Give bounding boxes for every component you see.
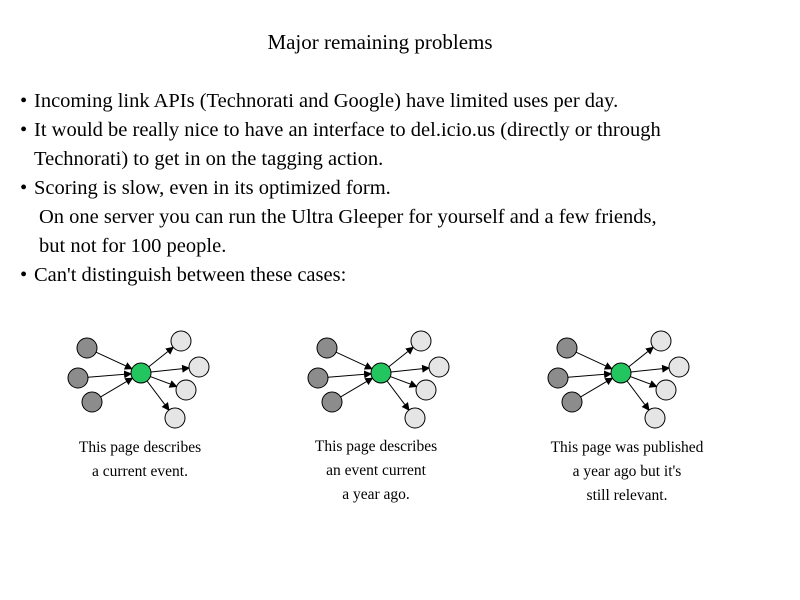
incoming-link-arrow [341, 378, 373, 397]
outgoing-link-arrow [391, 368, 429, 372]
outgoing-link-arrow [627, 381, 649, 410]
bullet-item-3 [20, 176, 391, 200]
outgoing-page-node [171, 331, 191, 351]
incoming-page-node [308, 368, 328, 388]
bullet-item-4 [20, 263, 346, 287]
incoming-page-node [562, 392, 582, 412]
caption-line: This page describes [78, 439, 202, 456]
bullet-continuation: On one server you can run the Ultra Gleeper for yourself and a few friends, [39, 206, 657, 228]
bullet-continuation: Technorati) to get in on the tagging action. [34, 148, 384, 170]
incoming-page-node [548, 368, 568, 388]
bullet-text: It would be really nice to have an interface to del.icio.us (directly or through [34, 119, 661, 141]
outgoing-link-arrow [630, 377, 656, 387]
incoming-link-arrow [96, 352, 132, 369]
link-graph-diagram-current-event [60, 322, 220, 437]
incoming-link-arrow [328, 374, 371, 377]
incoming-link-arrow [336, 352, 372, 369]
bullet-marker: • [20, 90, 28, 112]
outgoing-page-node [165, 408, 185, 428]
link-graph-diagram-event-year-ago [300, 322, 460, 437]
caption-current-event [40, 436, 240, 484]
bullet-text: Can't distinguish between these cases: [34, 264, 347, 286]
bullet-text: Scoring is slow, even in its optimized form. [34, 177, 391, 199]
outgoing-link-arrow [151, 368, 189, 372]
outgoing-link-arrow [389, 347, 413, 367]
incoming-page-node [322, 392, 342, 412]
target-page-node [131, 363, 151, 383]
outgoing-page-node [429, 357, 449, 377]
link-graph-diagram-still-relevant [540, 322, 700, 437]
outgoing-page-node [669, 357, 689, 377]
bullet-marker: • [20, 264, 28, 286]
caption-line: still relevant. [586, 487, 668, 504]
outgoing-link-arrow [387, 381, 409, 410]
bullet-continuation: but not for 100 people. [39, 235, 227, 257]
bullet-marker: • [20, 177, 28, 199]
incoming-page-node [77, 338, 97, 358]
outgoing-page-node [189, 357, 209, 377]
bullet-marker: • [20, 119, 28, 141]
caption-line: a year ago. [342, 486, 410, 503]
outgoing-page-node [411, 331, 431, 351]
slide-title: Major remaining problems [267, 30, 493, 54]
outgoing-page-node [176, 380, 196, 400]
caption-line: This page describes [314, 438, 438, 455]
target-page-node [371, 363, 391, 383]
caption-event-year-ago [276, 435, 476, 507]
incoming-link-arrow [581, 378, 613, 397]
caption-line: This page was published [550, 439, 704, 456]
bullet-item-2 [20, 118, 661, 142]
bullet-text: Incoming link APIs (Technorati and Google) have limited uses per day. [34, 90, 619, 112]
outgoing-page-node [651, 331, 671, 351]
incoming-page-node [82, 392, 102, 412]
outgoing-link-arrow [629, 347, 653, 367]
outgoing-page-node [416, 380, 436, 400]
bullet-item-1 [20, 89, 618, 113]
incoming-page-node [317, 338, 337, 358]
outgoing-link-arrow [147, 381, 169, 410]
incoming-link-arrow [88, 374, 131, 377]
outgoing-link-arrow [149, 347, 173, 367]
outgoing-link-arrow [150, 377, 176, 387]
target-page-node [611, 363, 631, 383]
caption-line: a current event. [92, 463, 188, 480]
incoming-page-node [557, 338, 577, 358]
outgoing-page-node [645, 408, 665, 428]
incoming-link-arrow [568, 374, 611, 377]
outgoing-page-node [405, 408, 425, 428]
outgoing-page-node [656, 380, 676, 400]
incoming-page-node [68, 368, 88, 388]
outgoing-link-arrow [631, 368, 669, 372]
outgoing-link-arrow [390, 377, 416, 387]
caption-line: an event current [326, 462, 426, 479]
incoming-link-arrow [576, 352, 612, 369]
incoming-link-arrow [101, 378, 133, 397]
caption-still-relevant [527, 436, 727, 508]
caption-line: a year ago but it's [572, 463, 682, 480]
